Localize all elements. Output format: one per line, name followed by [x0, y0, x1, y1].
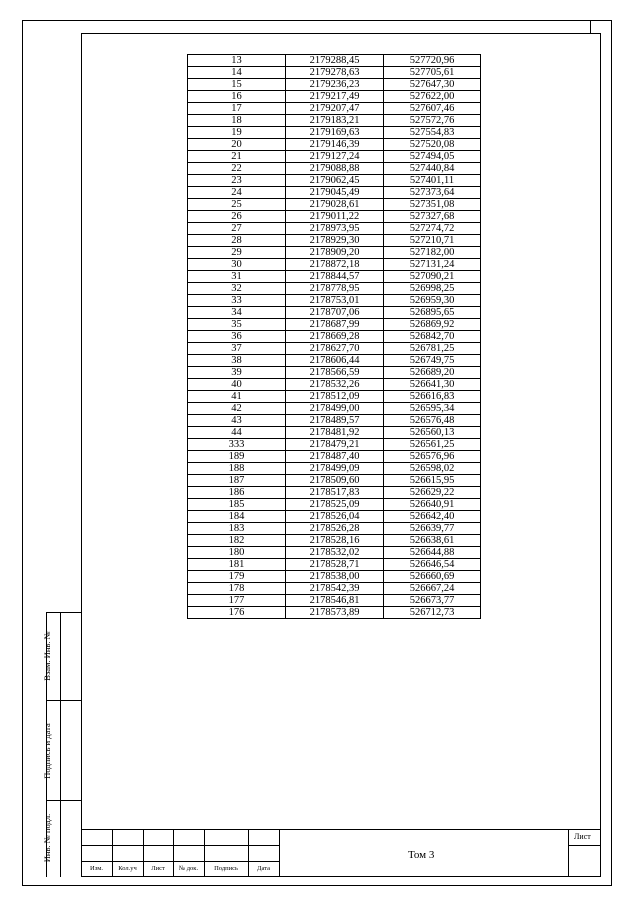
- table-row: [188, 463, 481, 475]
- titleblock-row-1: [81, 845, 279, 846]
- y-coordinate-cell: 526615,95: [384, 475, 481, 487]
- point-number-cell: 187: [188, 475, 286, 487]
- y-coordinate-cell: 526640,91: [384, 499, 481, 511]
- table-row: [188, 607, 481, 619]
- point-number-cell: 35: [188, 319, 286, 331]
- table-row: [188, 139, 481, 151]
- point-number-cell: 34: [188, 307, 286, 319]
- table-row: [188, 67, 481, 79]
- x-coordinate-cell: 2178778,95: [286, 283, 384, 295]
- y-coordinate-cell: 527090,21: [384, 271, 481, 283]
- table-row: [188, 259, 481, 271]
- point-number-cell: 30: [188, 259, 286, 271]
- point-number-cell: 186: [188, 487, 286, 499]
- coordinates-table: [187, 54, 481, 619]
- point-number-cell: 37: [188, 343, 286, 355]
- x-coordinate-cell: 2179183,21: [286, 115, 384, 127]
- table-row: [188, 199, 481, 211]
- point-number-cell: 177: [188, 595, 286, 607]
- margin-label-inv-vzam: Взам. Инв. №: [42, 631, 52, 681]
- x-coordinate-cell: 2178627,70: [286, 343, 384, 355]
- point-number-cell: 21: [188, 151, 286, 163]
- x-coordinate-cell: 2179278,63: [286, 67, 384, 79]
- table-row: [188, 307, 481, 319]
- y-coordinate-cell: 526641,30: [384, 379, 481, 391]
- margin-label-signature-date: Подпись и дата: [42, 723, 52, 779]
- y-coordinate-cell: 526689,20: [384, 367, 481, 379]
- x-coordinate-cell: 2178606,44: [286, 355, 384, 367]
- table-row: [188, 391, 481, 403]
- x-coordinate-cell: 2179062,45: [286, 175, 384, 187]
- table-row: [188, 355, 481, 367]
- table-row: [188, 55, 481, 67]
- x-coordinate-cell: 2178526,28: [286, 523, 384, 535]
- y-coordinate-cell: 527401,11: [384, 175, 481, 187]
- y-coordinate-cell: 526673,77: [384, 595, 481, 607]
- y-coordinate-cell: 526629,22: [384, 487, 481, 499]
- x-coordinate-cell: 2178532,26: [286, 379, 384, 391]
- point-number-cell: 32: [188, 283, 286, 295]
- y-coordinate-cell: 526576,96: [384, 451, 481, 463]
- y-coordinate-cell: 527622,00: [384, 91, 481, 103]
- y-coordinate-cell: 526560,13: [384, 427, 481, 439]
- table-row: [188, 79, 481, 91]
- table-row: [188, 319, 481, 331]
- titleblock-div-sheet: [568, 829, 569, 877]
- table-row: [188, 223, 481, 235]
- x-coordinate-cell: 2178753,01: [286, 295, 384, 307]
- x-coordinate-cell: 2178546,81: [286, 595, 384, 607]
- point-number-cell: 31: [188, 271, 286, 283]
- margin-label-inv-podl: Инв. № подл.: [42, 813, 52, 863]
- point-number-cell: 40: [188, 379, 286, 391]
- table-row: [188, 331, 481, 343]
- x-coordinate-cell: 2178528,16: [286, 535, 384, 547]
- x-coordinate-cell: 2178532,02: [286, 547, 384, 559]
- x-coordinate-cell: 2179011,22: [286, 211, 384, 223]
- table-row: [188, 559, 481, 571]
- point-number-cell: 181: [188, 559, 286, 571]
- table-row: [188, 367, 481, 379]
- table-row: [188, 451, 481, 463]
- y-coordinate-cell: 526869,92: [384, 319, 481, 331]
- point-number-cell: 18: [188, 115, 286, 127]
- point-number-cell: 188: [188, 463, 286, 475]
- y-coordinate-cell: 526842,70: [384, 331, 481, 343]
- y-coordinate-cell: 526998,25: [384, 283, 481, 295]
- y-coordinate-cell: 526561,25: [384, 439, 481, 451]
- y-coordinate-cell: 527720,96: [384, 55, 481, 67]
- y-coordinate-cell: 527131,24: [384, 259, 481, 271]
- table-row: [188, 343, 481, 355]
- point-number-cell: 25: [188, 199, 286, 211]
- point-number-cell: 24: [188, 187, 286, 199]
- y-coordinate-cell: 526644,88: [384, 547, 481, 559]
- x-coordinate-cell: 2179236,23: [286, 79, 384, 91]
- titleblock-top: [81, 829, 601, 830]
- table-row: [188, 547, 481, 559]
- y-coordinate-cell: 527572,76: [384, 115, 481, 127]
- table-row: [188, 283, 481, 295]
- x-coordinate-cell: 2179028,61: [286, 199, 384, 211]
- table-row: [188, 211, 481, 223]
- table-row: [188, 535, 481, 547]
- point-number-cell: 26: [188, 211, 286, 223]
- y-coordinate-cell: 527494,05: [384, 151, 481, 163]
- y-coordinate-cell: 527607,46: [384, 103, 481, 115]
- point-number-cell: 29: [188, 247, 286, 259]
- titleblock-label-izm: Изм.: [90, 865, 103, 872]
- x-coordinate-cell: 2178909,20: [286, 247, 384, 259]
- table-row: [188, 499, 481, 511]
- point-number-cell: 20: [188, 139, 286, 151]
- y-coordinate-cell: 526712,73: [384, 607, 481, 619]
- point-number-cell: 184: [188, 511, 286, 523]
- table-row: [188, 379, 481, 391]
- x-coordinate-cell: 2178499,09: [286, 463, 384, 475]
- x-coordinate-cell: 2178929,30: [286, 235, 384, 247]
- y-coordinate-cell: 526895,65: [384, 307, 481, 319]
- point-number-cell: 16: [188, 91, 286, 103]
- y-coordinate-cell: 526598,02: [384, 463, 481, 475]
- x-coordinate-cell: 2179088,88: [286, 163, 384, 175]
- point-number-cell: 180: [188, 547, 286, 559]
- x-coordinate-cell: 2179217,49: [286, 91, 384, 103]
- point-number-cell: 14: [188, 67, 286, 79]
- x-coordinate-cell: 2179169,63: [286, 127, 384, 139]
- point-number-cell: 39: [188, 367, 286, 379]
- y-coordinate-cell: 526646,54: [384, 559, 481, 571]
- x-coordinate-cell: 2178512,09: [286, 391, 384, 403]
- x-coordinate-cell: 2178489,57: [286, 415, 384, 427]
- table-row: [188, 163, 481, 175]
- y-coordinate-cell: 526576,48: [384, 415, 481, 427]
- x-coordinate-cell: 2178487,40: [286, 451, 384, 463]
- point-number-cell: 28: [188, 235, 286, 247]
- y-coordinate-cell: 527210,71: [384, 235, 481, 247]
- corner-line: [590, 20, 591, 33]
- point-number-cell: 176: [188, 607, 286, 619]
- y-coordinate-cell: 526660,69: [384, 571, 481, 583]
- y-coordinate-cell: 526959,30: [384, 295, 481, 307]
- table-row: [188, 427, 481, 439]
- point-number-cell: 183: [188, 523, 286, 535]
- table-row: [188, 235, 481, 247]
- point-number-cell: 185: [188, 499, 286, 511]
- point-number-cell: 182: [188, 535, 286, 547]
- titleblock-label-data: Дата: [257, 865, 270, 872]
- point-number-cell: 333: [188, 439, 286, 451]
- y-coordinate-cell: 527327,68: [384, 211, 481, 223]
- x-coordinate-cell: 2178479,21: [286, 439, 384, 451]
- table-row: [188, 403, 481, 415]
- y-coordinate-cell: 526595,34: [384, 403, 481, 415]
- y-coordinate-cell: 526642,40: [384, 511, 481, 523]
- table-row: [188, 175, 481, 187]
- y-coordinate-cell: 527520,08: [384, 139, 481, 151]
- point-number-cell: 22: [188, 163, 286, 175]
- table-row: [188, 91, 481, 103]
- x-coordinate-cell: 2178687,99: [286, 319, 384, 331]
- x-coordinate-cell: 2179045,49: [286, 187, 384, 199]
- y-coordinate-cell: 527440,84: [384, 163, 481, 175]
- titleblock-label-podpis: Подпись: [214, 865, 238, 872]
- point-number-cell: 178: [188, 583, 286, 595]
- y-coordinate-cell: 527351,08: [384, 199, 481, 211]
- x-coordinate-cell: 2178872,18: [286, 259, 384, 271]
- y-coordinate-cell: 526749,75: [384, 355, 481, 367]
- x-coordinate-cell: 2179127,24: [286, 151, 384, 163]
- titleblock-label-kol-uch: Кол.уч: [118, 865, 137, 872]
- margin-sep-2: [46, 700, 81, 701]
- table-row: [188, 523, 481, 535]
- table-row: [188, 295, 481, 307]
- table-row: [188, 487, 481, 499]
- titleblock-sheet-sep: [568, 845, 601, 846]
- point-number-cell: 179: [188, 571, 286, 583]
- y-coordinate-cell: 527373,64: [384, 187, 481, 199]
- point-number-cell: 38: [188, 355, 286, 367]
- y-coordinate-cell: 526639,77: [384, 523, 481, 535]
- table-row: [188, 439, 481, 451]
- point-number-cell: 17: [188, 103, 286, 115]
- y-coordinate-cell: 527705,61: [384, 67, 481, 79]
- margin-col-right: [60, 612, 61, 877]
- y-coordinate-cell: 526781,25: [384, 343, 481, 355]
- table-row: [188, 187, 481, 199]
- point-number-cell: 15: [188, 79, 286, 91]
- table-row: [188, 247, 481, 259]
- y-coordinate-cell: 526616,83: [384, 391, 481, 403]
- coordinates-table-body: [188, 55, 481, 619]
- point-number-cell: 13: [188, 55, 286, 67]
- point-number-cell: 36: [188, 331, 286, 343]
- point-number-cell: 33: [188, 295, 286, 307]
- x-coordinate-cell: 2178481,92: [286, 427, 384, 439]
- table-row: [188, 475, 481, 487]
- point-number-cell: 41: [188, 391, 286, 403]
- table-row: [188, 151, 481, 163]
- x-coordinate-cell: 2178844,57: [286, 271, 384, 283]
- table-row: [188, 511, 481, 523]
- table-row: [188, 583, 481, 595]
- y-coordinate-cell: 527274,72: [384, 223, 481, 235]
- y-coordinate-cell: 527554,83: [384, 127, 481, 139]
- titleblock-div-6: [279, 829, 280, 877]
- y-coordinate-cell: 527182,00: [384, 247, 481, 259]
- x-coordinate-cell: 2178973,95: [286, 223, 384, 235]
- x-coordinate-cell: 2178573,89: [286, 607, 384, 619]
- titleblock-row-2: [81, 861, 279, 862]
- x-coordinate-cell: 2178542,39: [286, 583, 384, 595]
- point-number-cell: 27: [188, 223, 286, 235]
- x-coordinate-cell: 2178509,60: [286, 475, 384, 487]
- x-coordinate-cell: 2179207,47: [286, 103, 384, 115]
- table-row: [188, 103, 481, 115]
- x-coordinate-cell: 2178499,00: [286, 403, 384, 415]
- titleblock-label-list: Лист: [151, 865, 165, 872]
- x-coordinate-cell: 2178707,06: [286, 307, 384, 319]
- table-row: [188, 115, 481, 127]
- x-coordinate-cell: 2178526,04: [286, 511, 384, 523]
- point-number-cell: 19: [188, 127, 286, 139]
- point-number-cell: 189: [188, 451, 286, 463]
- y-coordinate-cell: 526667,24: [384, 583, 481, 595]
- table-row: [188, 571, 481, 583]
- volume-title: Том 3: [408, 849, 435, 861]
- point-number-cell: 43: [188, 415, 286, 427]
- x-coordinate-cell: 2178538,00: [286, 571, 384, 583]
- y-coordinate-cell: 526638,61: [384, 535, 481, 547]
- point-number-cell: 44: [188, 427, 286, 439]
- table-row: [188, 415, 481, 427]
- x-coordinate-cell: 2178517,83: [286, 487, 384, 499]
- y-coordinate-cell: 527647,30: [384, 79, 481, 91]
- x-coordinate-cell: 2179146,39: [286, 139, 384, 151]
- x-coordinate-cell: 2178669,28: [286, 331, 384, 343]
- table-row: [188, 271, 481, 283]
- x-coordinate-cell: 2179288,45: [286, 55, 384, 67]
- table-row: [188, 127, 481, 139]
- x-coordinate-cell: 2178528,71: [286, 559, 384, 571]
- table-row: [188, 595, 481, 607]
- point-number-cell: 42: [188, 403, 286, 415]
- x-coordinate-cell: 2178566,59: [286, 367, 384, 379]
- x-coordinate-cell: 2178525,09: [286, 499, 384, 511]
- titleblock-label-n-dok: № док.: [178, 865, 199, 872]
- point-number-cell: 23: [188, 175, 286, 187]
- sheet-label: Лист: [574, 832, 591, 841]
